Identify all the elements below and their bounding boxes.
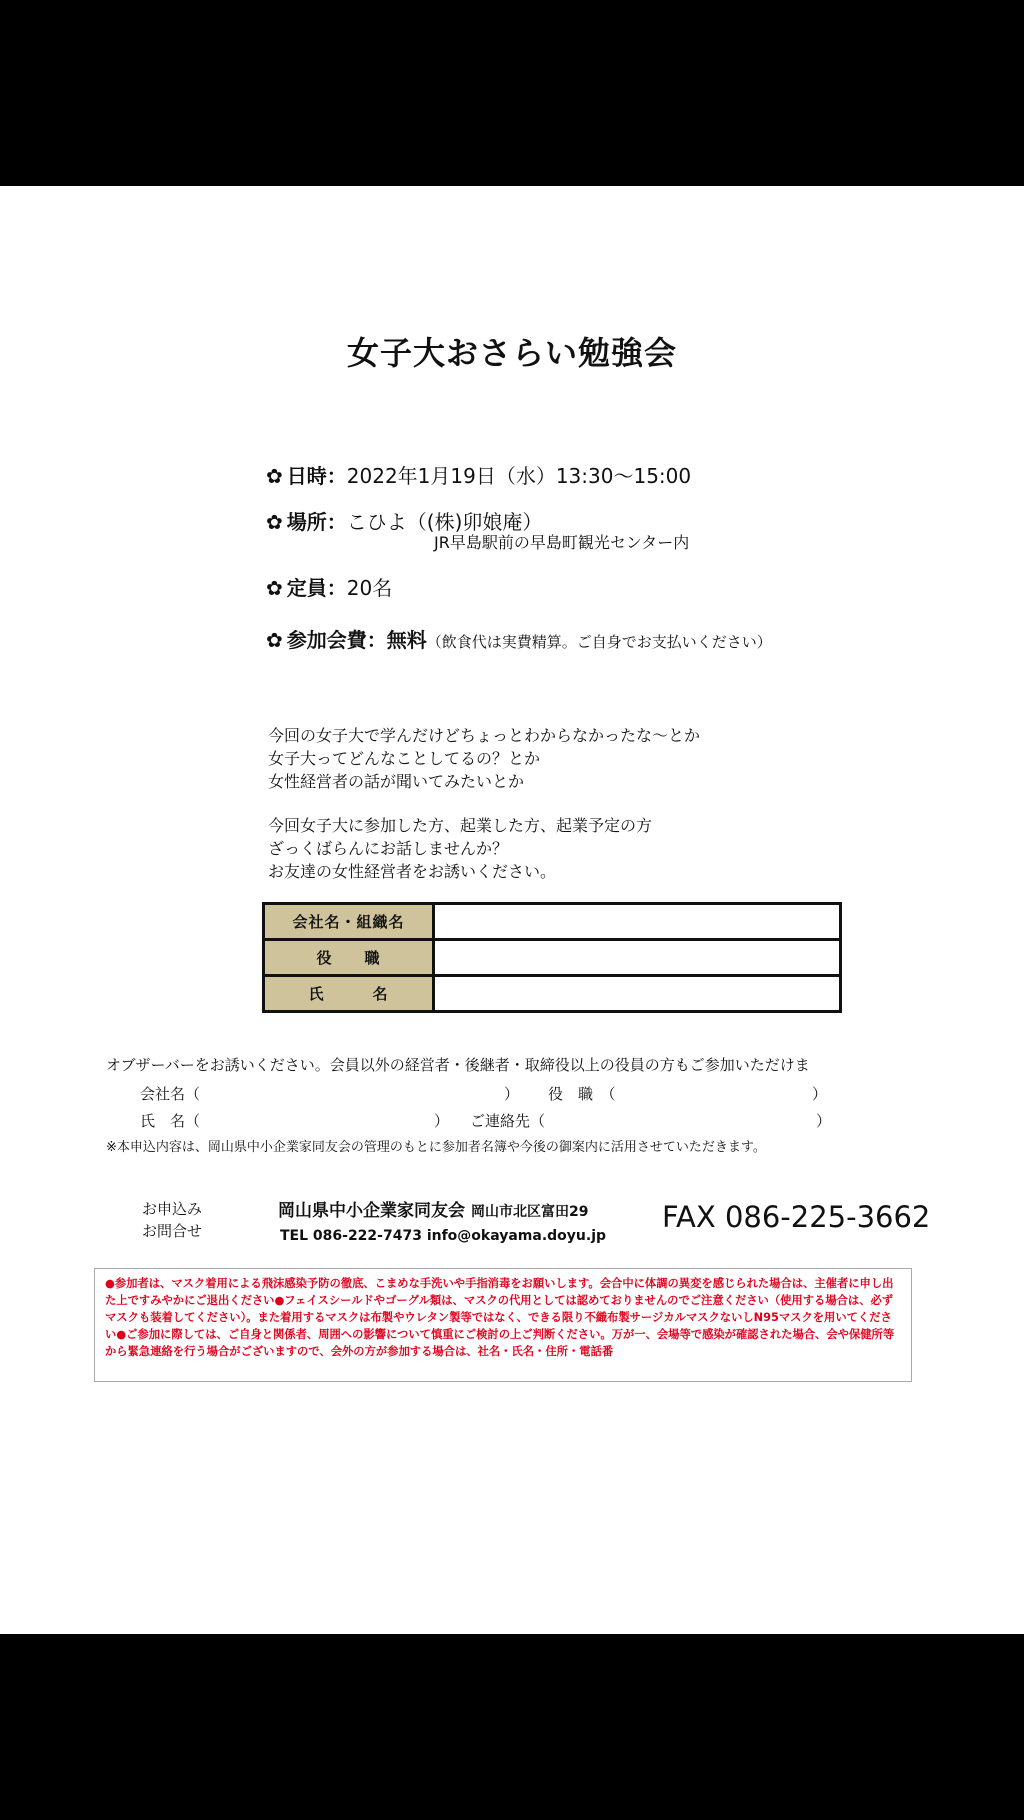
observer-invite: オブザーバーをお誘いください。会員以外の経営者・後継者・取締役以上の役員の方もご参加いただけま bbox=[106, 1056, 810, 1074]
place-line: ✿ 場所：こひよ（(株)卯娘庵） bbox=[266, 510, 543, 534]
observer-contact-label: ご連絡先（ bbox=[470, 1112, 546, 1130]
datetime-line: ✿ 日時：2022年1月19日（水）13:30〜15:00 bbox=[266, 464, 692, 488]
flower-icon: ✿ bbox=[266, 576, 283, 600]
capacity-value: 20名 bbox=[346, 576, 393, 600]
observer-name-label: 氏 名（ bbox=[140, 1112, 201, 1130]
position-field[interactable] bbox=[434, 940, 841, 976]
company-field[interactable] bbox=[434, 904, 841, 940]
flower-icon: ✿ bbox=[266, 628, 283, 652]
observer-contact-close: ） bbox=[816, 1112, 832, 1130]
name-field[interactable] bbox=[434, 976, 841, 1012]
position-label: 役 職 bbox=[264, 940, 434, 976]
company-label: 会社名・組織名 bbox=[264, 904, 434, 940]
registration-form bbox=[262, 902, 842, 1013]
capacity-line: ✿ 定員：20名 bbox=[266, 576, 393, 600]
flower-icon: ✿ bbox=[266, 510, 283, 534]
observer-name-close: ） bbox=[434, 1112, 450, 1130]
tel-email: TEL 086-222-7473 info@okayama.doyu.jp bbox=[280, 1228, 607, 1244]
org-name: 岡山県中小企業家同友会 bbox=[278, 1201, 465, 1221]
intro-paragraph-1: 今回の女子大で学んだけどちょっとわからなかったな〜とか 女子大ってどんなことしてるの？とか 女性経営者の話が聞いてみたいとか bbox=[268, 726, 701, 791]
name-label: 氏 名 bbox=[264, 976, 434, 1012]
org-address: 岡山市北区富田29 bbox=[471, 1204, 589, 1220]
covid-notice: ●参加者は、マスク着用による飛沫感染予防の徹底、こまめな手洗いや手指消毒をお願いします。会合中に体調の異変を感じられた場合は、主催者に申し出た上ですみやかにご退出ください●フェイスシールドやゴーグル類は、マスクの代用としては認めておりませんのでご注意ください（使用する場合は、必ずマスクも装着してください）。また着用するマスクは布製やウレタン製等ではなく、できる限り不織布製サージカルマスクないしN95マスクを用いてください●ご参加に際しては、ご自身と関係者、周囲への影響について慎重にご検討の上ご判断ください。万が一、会場等で感染が確認された場合、会や保健所等から緊急連絡を行う場合がございますので、会外の方が参加する場合は、社名・氏名・住所・電話番 bbox=[94, 1268, 912, 1382]
observer-position-close: ） bbox=[812, 1085, 828, 1103]
organization bbox=[278, 1196, 588, 1221]
apply-label: お申込み お問合せ bbox=[142, 1200, 203, 1240]
place-value: こひよ（(株)卯娘庵） bbox=[346, 510, 543, 534]
intro-paragraph-2: 今回女子大に参加した方、起業した方、起業予定の方 ざっくばらんにお話しませんか？ お友達の女性経営者をお誘いください。 bbox=[268, 816, 653, 881]
observer-company-close: ） bbox=[504, 1085, 520, 1103]
flyer-page bbox=[0, 186, 1024, 1634]
page-title: 女子大おさらい勉強会 bbox=[346, 334, 677, 372]
fee-note: （飲食代は実費精算。ご自身でお支払いください） bbox=[426, 633, 772, 651]
observer-position-label: 役 職 （ bbox=[548, 1085, 616, 1103]
fax-number: FAX 086-225-3662 bbox=[662, 1200, 931, 1234]
observer-company-label: 会社名（ bbox=[140, 1085, 201, 1103]
privacy-note: ※本申込内容は、岡山県中小企業家同友会の管理のもとに参加者名簿や今後の御案内に活用させていただきます。 bbox=[106, 1140, 766, 1155]
fee-value: 無料 bbox=[386, 628, 427, 652]
fee-line: ✿ 参加会費：無料（飲食代は実費精算。ご自身でお支払いください） bbox=[266, 628, 772, 652]
datetime-value: 2022年1月19日（水）13:30〜15:00 bbox=[346, 464, 692, 488]
flower-icon: ✿ bbox=[266, 464, 283, 488]
place-sub: JR早島駅前の早島町観光センター内 bbox=[434, 533, 690, 552]
